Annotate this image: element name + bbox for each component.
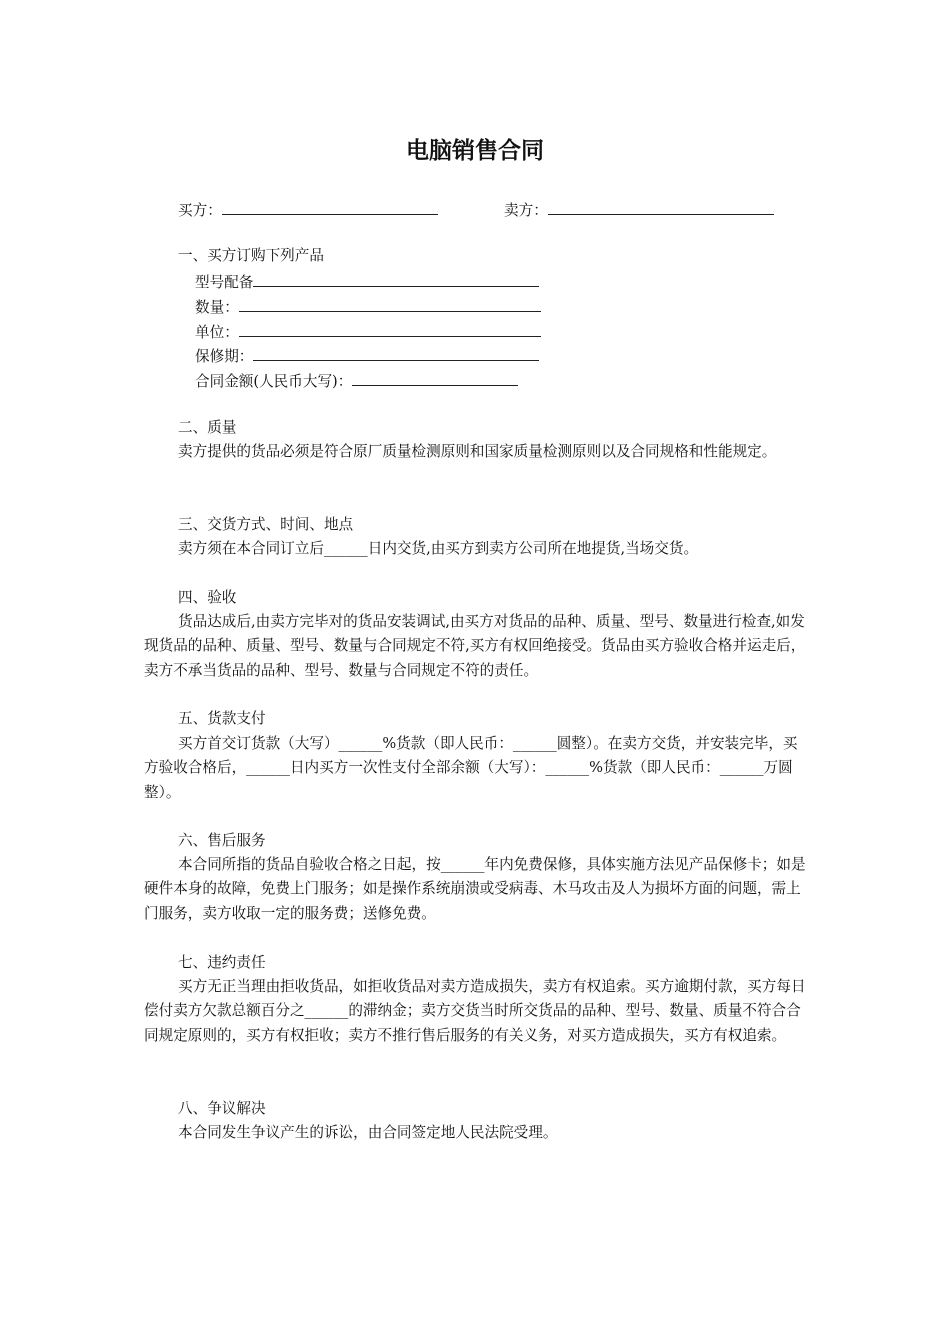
model-blank[interactable] [253,271,539,287]
qty-label: 数量： [195,299,239,316]
unit-blank[interactable] [239,321,541,337]
seller-label: 卖方： [504,202,548,219]
buyer-label: 买方： [178,202,222,219]
section3-heading: 三、交货方式、时间、地点 [178,516,354,533]
unit-line [195,321,541,343]
section4-body: 货品达成后,由卖方完毕对的货品安装调试,由买方对货品的品种、质量、型号、数量进行检查,如发现货品的品种、质量、型号、数量与合同规定不符,买方有权回绝接受。货品由买方验收合格并运走后，卖方不承当货品的品种、型号、数量与合同规定不符的责任。 [144,613,806,679]
warranty-label: 保修期： [195,348,254,365]
unit-label: 单位： [195,324,239,341]
buyer-line [178,199,438,221]
section8-heading: 八、争议解决 [178,1100,266,1117]
warranty-blank[interactable] [253,345,539,361]
section2-heading: 二、质量 [178,419,237,436]
section2-body: 卖方提供的货品必须是符合原厂质量检测原则和国家质量检测原则以及合同规格和性能规定。 [178,443,777,460]
qty-blank[interactable] [239,296,541,312]
model-label: 型号配备 [195,274,254,291]
section5-heading: 五、货款支付 [178,710,266,727]
seller-blank[interactable] [548,199,774,215]
seller-line [504,199,774,221]
amount-line [195,370,518,392]
section3-body: 卖方须在本合同订立后______日内交货,由买方到卖方公司所在地提货,当场交货。 [178,540,699,557]
document-title: 电脑销售合同 [406,138,544,164]
section5-body: 买方首交订货款（大写）______%货款（即人民币：______圆整）。在卖方交货，并安装完毕，买方验收合格后，______日内买方一次性支付全部余额（大写）：______%货款（即人民币：______万圆整）。 [144,735,798,801]
warranty-line [195,345,539,367]
section7-body: 买方无正当理由拒收货品，如拒收货品对卖方造成损失，卖方有权追索。买方逾期付款，买方每日偿付卖方欠款总额百分之______的滞纳金；卖方交货当时所交货品的品种、型号、数量、质量不符合合同规定原则的，买方有权拒收；卖方不推行售后服务的有关义务，对买方造成损失，买方有权追索。 [144,978,806,1044]
model-line [195,271,539,293]
section6-heading: 六、售后服务 [178,832,266,849]
amount-label: 合同金额(人民币大写)： [195,373,353,390]
section7-heading: 七、违约责任 [178,954,266,971]
section8-body: 本合同发生争议产生的诉讼，由合同签定地人民法院受理。 [178,1124,558,1141]
qty-line [195,296,541,318]
section4-heading: 四、验收 [178,589,237,606]
section1-heading: 一、买方订购下列产品 [178,247,324,264]
section6-body: 本合同所指的货品自验收合格之日起，按______年内免费保修，具体实施方法见产品保修卡；如是硬件本身的故障，免费上门服务；如是操作系统崩溃或受病毒、木马攻击及人为损坏方面的问题，需上门服务，卖方收取一定的服务费；送修免费。 [144,856,806,922]
buyer-blank[interactable] [222,199,438,215]
amount-blank[interactable] [352,370,518,386]
